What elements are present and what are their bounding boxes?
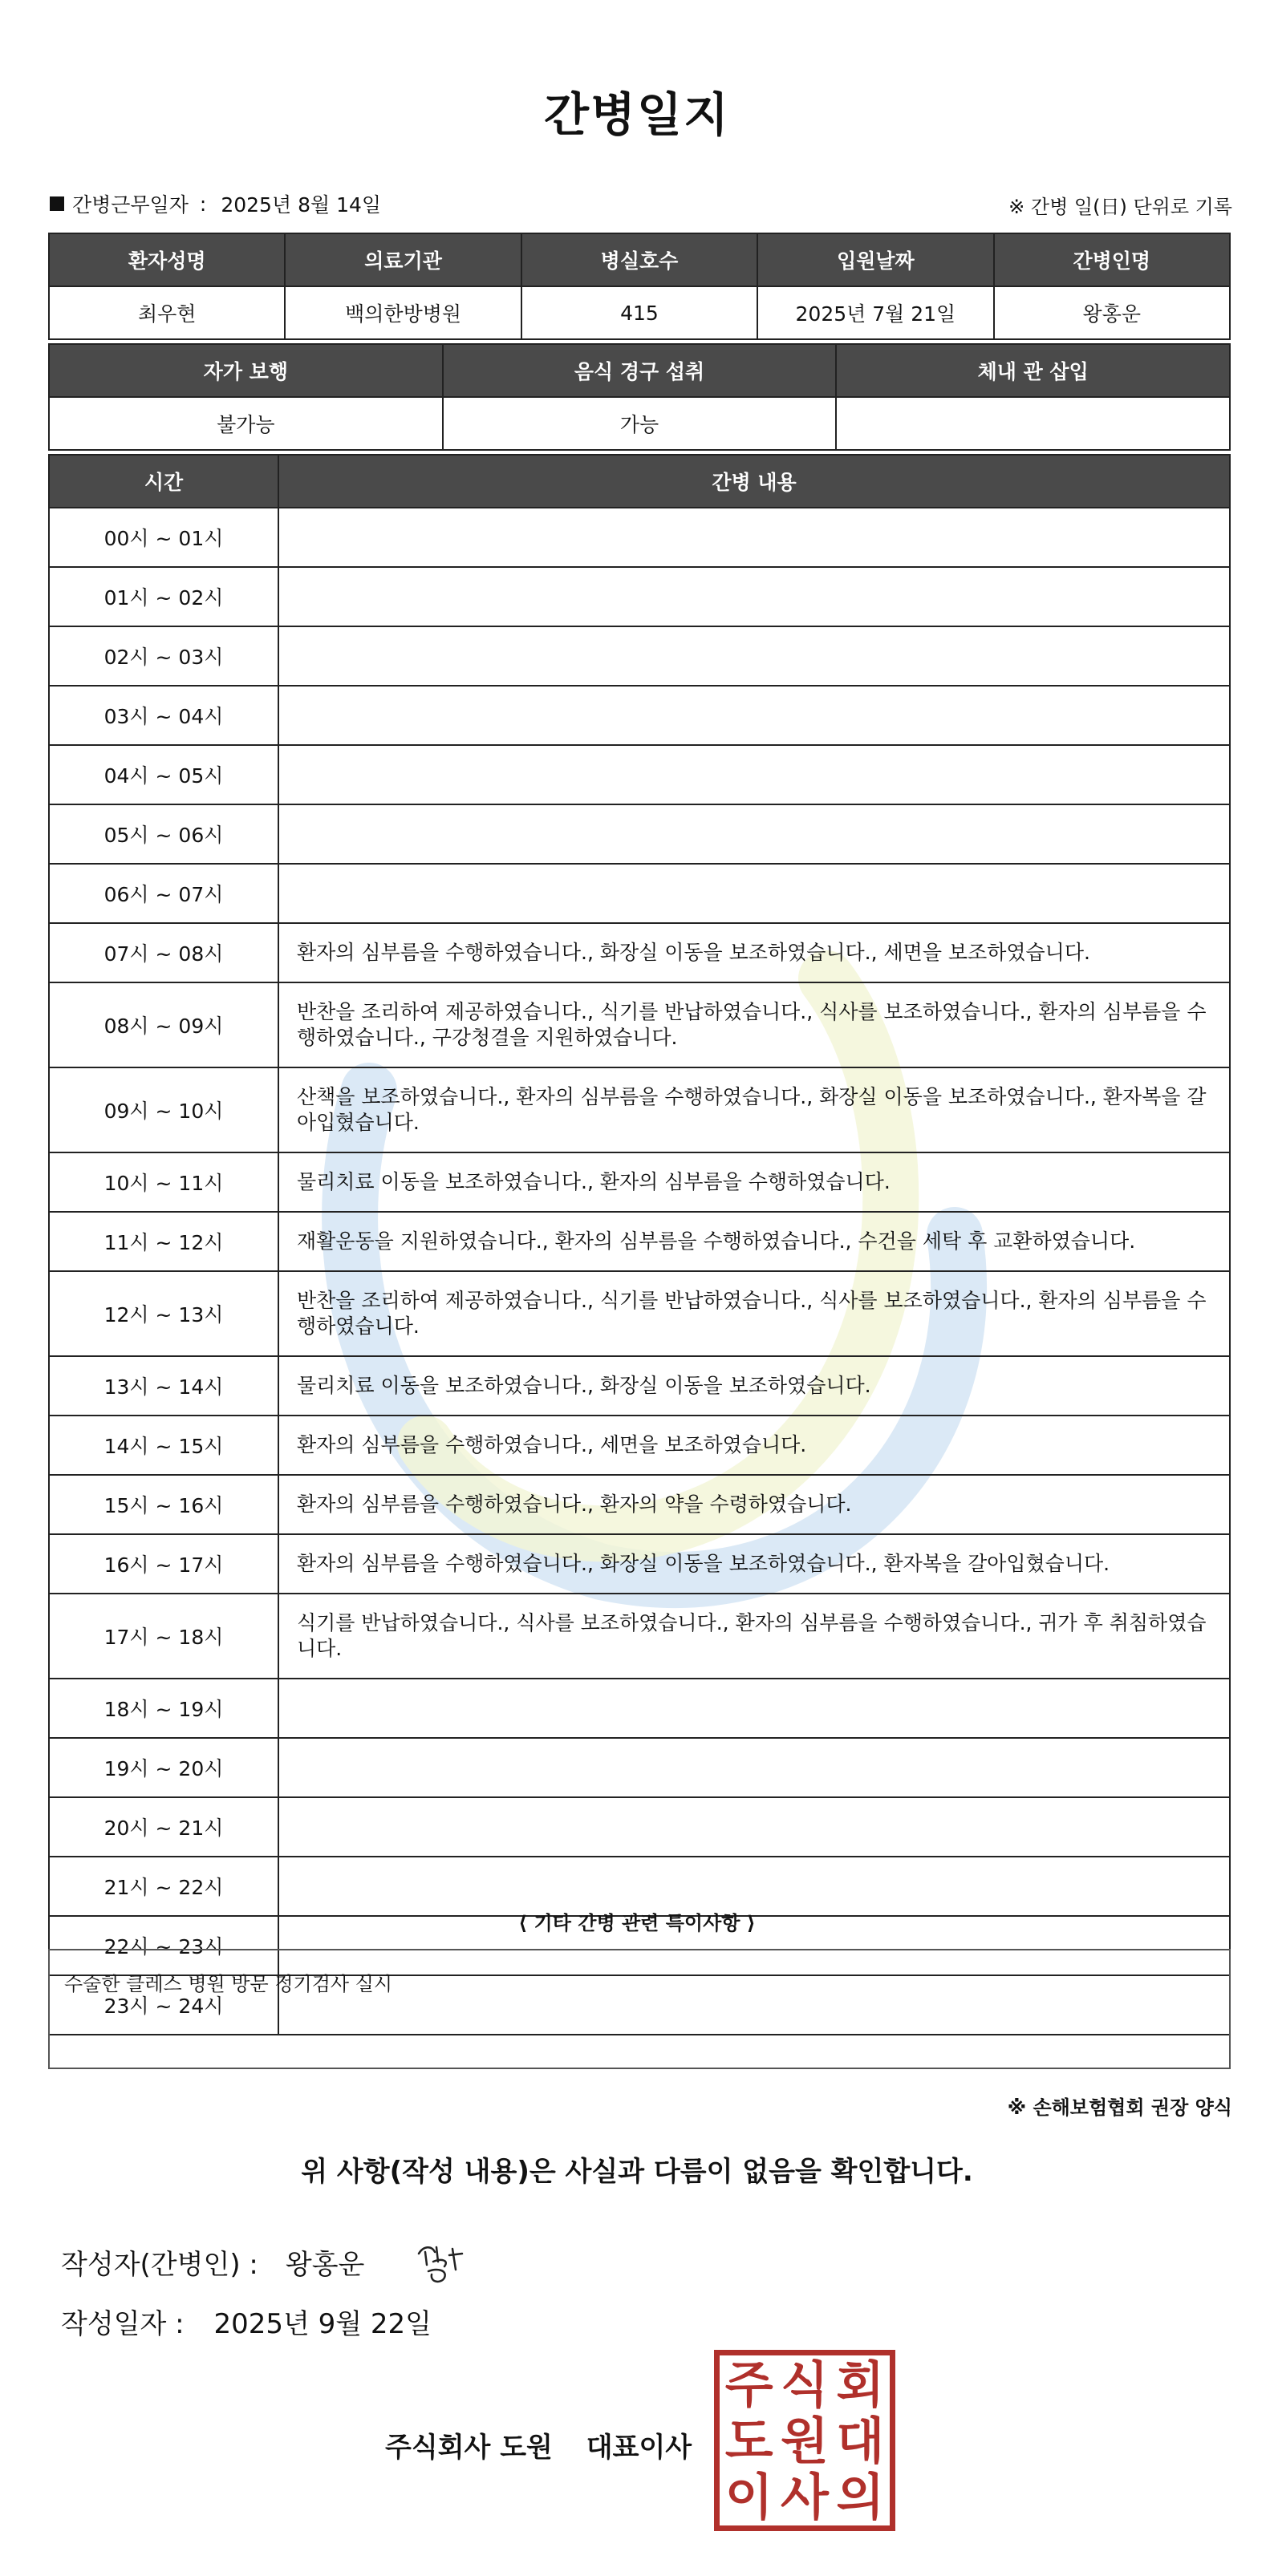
table-row — [49, 686, 1230, 745]
seal-char: 대 — [836, 2412, 885, 2470]
table-row — [49, 1356, 1230, 1416]
write-date-label: 작성일자 : — [61, 2308, 185, 2340]
row-care-content — [278, 567, 1230, 626]
seal-char: 사 — [781, 2468, 829, 2526]
seal-char: 원 — [781, 2412, 829, 2470]
header-oral-intake: 음식 경구 섭취 — [443, 344, 837, 397]
row-care-content: 환자의 심부름을 수행하였습니다., 화장실 이동을 보조하였습니다., 세면을 보조하였습니다. — [278, 923, 1230, 982]
row-care-content: 환자의 심부름을 수행하였습니다., 화장실 이동을 보조하였습니다., 환자복을 갈아입혔습니다. — [278, 1534, 1230, 1594]
notes-title: ⟨ 기타 간병 관련 특이사항 ⟩ — [518, 1912, 756, 1934]
header-caregiver: 간병인명 — [994, 233, 1230, 286]
row-time: 00시 ~ 01시 — [49, 508, 278, 567]
seal-char: 의 — [836, 2468, 885, 2526]
row-care-content: 반찬을 조리하여 제공하였습니다., 식기를 반납하였습니다., 식사를 보조하였습니다., 환자의 심부름을 수행하였습니다. — [278, 1271, 1230, 1356]
row-care-content: 물리치료 이동을 보조하였습니다., 화장실 이동을 보조하였습니다. — [278, 1356, 1230, 1416]
patient-name: 최우현 — [49, 286, 285, 339]
table-row — [49, 1067, 1230, 1152]
work-date-label: 간병근무일자 — [72, 193, 189, 217]
patient-info-table — [48, 233, 1231, 340]
company-seal-stamp — [714, 2350, 895, 2531]
table-row — [49, 864, 1230, 923]
row-time: 01시 ~ 02시 — [49, 567, 278, 626]
row-time: 05시 ~ 06시 — [49, 804, 278, 864]
row-time: 17시 ~ 18시 — [49, 1594, 278, 1679]
header-tube: 체내 관 삽입 — [836, 344, 1230, 397]
header-care-content: 간병 내용 — [278, 455, 1230, 508]
row-care-content: 반찬을 조리하여 제공하였습니다., 식기를 반납하였습니다., 식사를 보조하였습니다., 환자의 심부름을 수행하였습니다., 구강청결을 지원하였습니다. — [278, 982, 1230, 1067]
writer-name: 왕홍운 — [285, 2248, 365, 2281]
row-time: 03시 ~ 04시 — [49, 686, 278, 745]
row-care-content — [278, 745, 1230, 804]
row-time: 04시 ~ 05시 — [49, 745, 278, 804]
row-time: 02시 ~ 03시 — [49, 626, 278, 686]
row-care-content: 산책을 보조하였습니다., 환자의 심부름을 수행하였습니다., 화장실 이동을 보조하였습니다., 환자복을 갈아입혔습니다. — [278, 1067, 1230, 1152]
row-care-content: 물리치료 이동을 보조하였습니다., 환자의 심부름을 수행하였습니다. — [278, 1152, 1230, 1212]
tube-value — [836, 397, 1230, 450]
notes-content: 수술한 클레스 병원 방문 정기검사 실시 — [64, 1973, 393, 1995]
row-time: 07시 ~ 08시 — [49, 923, 278, 982]
row-care-content: 재활운동을 지원하였습니다., 환자의 심부름을 수행하였습니다., 수건을 세탁 후 교환하였습니다. — [278, 1212, 1230, 1271]
table-row — [49, 1797, 1230, 1857]
seal-char: 식 — [781, 2355, 829, 2414]
table-row — [49, 1212, 1230, 1271]
care-log-body — [49, 508, 1230, 2035]
seal-char: 도 — [724, 2412, 773, 2470]
table-row — [49, 1679, 1230, 1738]
table-row — [49, 745, 1230, 804]
seal-char: 회 — [836, 2355, 885, 2414]
write-date-line — [61, 2302, 432, 2341]
header-walking: 자가 보행 — [49, 344, 443, 397]
row-care-content — [278, 864, 1230, 923]
row-time: 16시 ~ 17시 — [49, 1534, 278, 1594]
walking-value: 불가능 — [49, 397, 443, 450]
row-time: 08시 ~ 09시 — [49, 982, 278, 1067]
table-row — [49, 1738, 1230, 1797]
patient-status-table — [48, 343, 1231, 451]
row-care-content: 환자의 심부름을 수행하였습니다., 환자의 약을 수령하였습니다. — [278, 1475, 1230, 1534]
association-note: ※ 손해보험협회 권장 양식 — [1007, 2096, 1232, 2119]
header-patient-name: 환자성명 — [49, 233, 285, 286]
table-row — [49, 923, 1230, 982]
table-row — [49, 982, 1230, 1067]
table-row — [49, 508, 1230, 567]
row-care-content: 식기를 반납하였습니다., 식사를 보조하였습니다., 환자의 심부름을 수행하였습니다., 귀가 후 취침하였습니다. — [278, 1594, 1230, 1679]
row-time: 18시 ~ 19시 — [49, 1679, 278, 1738]
row-time: 23시 ~ 24시 — [49, 1975, 278, 2035]
company-name: 주식회사 도원 — [385, 2432, 553, 2464]
row-time: 09시 ~ 10시 — [49, 1067, 278, 1152]
row-care-content — [278, 626, 1230, 686]
table-row — [49, 567, 1230, 626]
signature-image — [412, 2238, 477, 2286]
row-time: 21시 ~ 22시 — [49, 1857, 278, 1916]
row-care-content: 환자의 심부름을 수행하였습니다., 세면을 보조하였습니다. — [278, 1416, 1230, 1475]
row-time: 14시 ~ 15시 — [49, 1416, 278, 1475]
writer-label: 작성자(간병인) : — [61, 2248, 258, 2281]
write-date-value: 2025년 9월 22일 — [213, 2308, 432, 2340]
row-care-content — [278, 1738, 1230, 1797]
row-care-content — [278, 804, 1230, 864]
header-hospital: 의료기관 — [285, 233, 521, 286]
bullet-square-icon — [50, 196, 64, 211]
row-time: 10시 ~ 11시 — [49, 1152, 278, 1212]
seal-char: 이 — [724, 2468, 773, 2526]
company-title: 대표이사 — [586, 2432, 692, 2464]
table-row — [49, 1594, 1230, 1679]
oral-intake-value: 가능 — [443, 397, 837, 450]
table-row — [49, 1416, 1230, 1475]
room-number: 415 — [521, 286, 757, 339]
row-time: 13시 ~ 14시 — [49, 1356, 278, 1416]
table-row — [49, 1152, 1230, 1212]
hospital-name: 백의한방병원 — [285, 286, 521, 339]
row-time: 11시 ~ 12시 — [49, 1212, 278, 1271]
row-time: 19시 ~ 20시 — [49, 1738, 278, 1797]
confirmation-statement: 위 사항(작성 내용)은 사실과 다름이 없음을 확인합니다. — [301, 2156, 973, 2188]
header-room: 병실호수 — [521, 233, 757, 286]
table-row — [49, 804, 1230, 864]
work-date-line: 간병근무일자 : 2025년 8월 14일 — [50, 189, 381, 218]
work-date-value: 2025년 8월 14일 — [221, 193, 382, 217]
notes-box — [48, 1949, 1231, 2069]
table-row — [49, 1271, 1230, 1356]
row-care-content — [278, 1797, 1230, 1857]
company-line — [385, 2425, 692, 2465]
row-time: 15시 ~ 16시 — [49, 1475, 278, 1534]
header-time: 시간 — [49, 455, 278, 508]
table-row — [49, 626, 1230, 686]
admission-date: 2025년 7월 21일 — [757, 286, 993, 339]
row-time: 06시 ~ 07시 — [49, 864, 278, 923]
caregiver-name: 왕홍운 — [994, 286, 1230, 339]
writer-line — [61, 2238, 477, 2286]
page-title: 간병일지 — [543, 87, 731, 142]
unit-note: ※ 간병 일(日) 단위로 기록 — [1008, 196, 1232, 218]
seal-char: 주 — [724, 2355, 773, 2414]
row-time: 20시 ~ 21시 — [49, 1797, 278, 1857]
header-admission-date: 입원날짜 — [757, 233, 993, 286]
row-care-content — [278, 686, 1230, 745]
row-time: 22시 ~ 23시 — [49, 1916, 278, 1975]
row-time: 12시 ~ 13시 — [49, 1271, 278, 1356]
table-row — [49, 1475, 1230, 1534]
care-log-table — [48, 454, 1231, 2035]
row-care-content — [278, 508, 1230, 567]
table-row — [49, 1534, 1230, 1594]
row-care-content — [278, 1679, 1230, 1738]
